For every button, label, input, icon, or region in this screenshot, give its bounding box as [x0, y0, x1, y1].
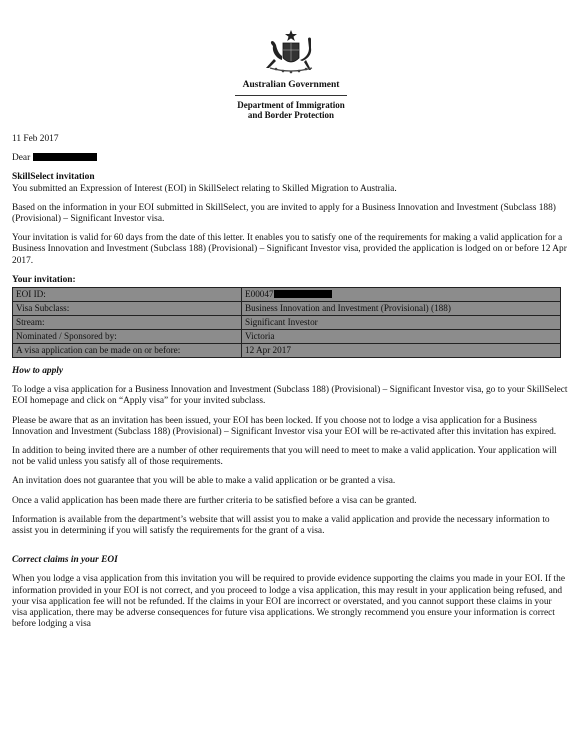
row-value	[242, 288, 561, 302]
letterhead	[0, 28, 582, 120]
row-value: 12 Apr 2017	[242, 344, 561, 358]
table-row	[13, 288, 561, 302]
how-to-apply-heading: How to apply	[12, 366, 64, 377]
invitation-heading: Your invitation:	[12, 274, 76, 285]
salutation: Dear	[12, 153, 31, 164]
correct-claims-heading: Correct claims in your EOI	[12, 555, 118, 566]
letter-date: 11 Feb 2017	[12, 134, 59, 144]
government-name: Australian Government	[242, 80, 340, 90]
how-paragraph-5: Once a valid application has been made there are further criteria to be satisfied before a visa can be granted.	[12, 495, 417, 506]
row-label: Stream:	[13, 316, 242, 330]
paragraph-invited: Based on the information in your EOI submitted in SkillSelect, you are invited to apply for a Business Innovation and Investment (Subclass 188) (Provisional) – Significant Investor visa.	[12, 202, 556, 225]
paragraph-validity: Your invitation is valid for 60 days from the date of this letter. It enables you to satisfy one of the requirements for making a valid application for a Business Innovation and Investment (Subclass 188) (Provisional) – Significant Investor visa, provided the application is lodged on or before 12 Apr 2017.	[12, 233, 567, 266]
how-paragraph-2: Please be aware that as an invitation has been issued, your EOI has been locked. If you choose not to lodge a visa application for a Business Innovation and Investment (Subclass 188) (Provisional) – Significant Investor visa your EOI will be re-activated after this invitation has expired.	[12, 415, 557, 437]
coat-of-arms-icon	[256, 28, 326, 76]
table-row	[13, 330, 561, 344]
how-paragraph-3: In addition to being invited there are a number of other requirements that you will need to meet to make a valid application. Your application will not be valid unless you satisfy all of those requirements.	[12, 446, 557, 468]
redacted-eoi-id	[274, 290, 332, 298]
department-line-2: and Border Protection	[247, 110, 335, 120]
intro-paragraph: You submitted an Expression of Interest (EOI) in SkillSelect relating to Skilled Migration to Australia.	[12, 183, 397, 194]
row-label: A visa application can be made on or before:	[13, 344, 242, 358]
table-row	[13, 344, 561, 358]
table-row	[13, 316, 561, 330]
eoi-id-value: E00047	[245, 289, 274, 300]
row-value: Significant Investor	[242, 316, 561, 330]
redacted-name	[33, 153, 97, 161]
row-value: Victoria	[242, 330, 561, 344]
subject-heading: SkillSelect invitation	[12, 172, 95, 183]
how-paragraph-6: Information is available from the department’s website that will assist you to make a valid application and provide the necessary information to assist you in determining if you will satisfy the requirements for the grant of a visa.	[12, 514, 550, 537]
invitation-table	[12, 287, 561, 358]
letter-body	[12, 134, 568, 638]
row-value: Business Innovation and Investment (Provisional) (188)	[242, 302, 561, 316]
section-spacer	[12, 545, 568, 555]
row-label: Visa Subclass:	[13, 302, 242, 316]
table-row	[13, 302, 561, 316]
salutation-line	[12, 153, 568, 164]
row-label: Nominated / Sponsored by:	[13, 330, 242, 344]
claims-paragraph: When you lodge a visa application from this invitation you will be required to provide evidence supporting the claims you made in your EOI. If the information provided in your EOI is not correct, and you proceed to lodge a visa application, this may result in your application being refused, and your visa application fee will not be refunded. If the claims in your EOI are incorrect or overstated, and you cannot support these claims in your visa application, there may be adverse consequences for future visa applications. We strongly recommend you ensure your information is correct before lodging a visa	[12, 574, 565, 630]
department-line-1: Department of Immigration	[237, 100, 345, 110]
row-label: EOI ID:	[13, 288, 242, 302]
how-paragraph-1: To lodge a visa application for a Business Innovation and Investment (Subclass 188) (Provisional) – Significant Investor visa, go to your SkillSelect EOI homepage and click on “Apply visa” for your invited subclass.	[12, 385, 568, 407]
how-paragraph-4: An invitation does not guarantee that you will be able to make a valid application or be granted a visa.	[12, 476, 396, 487]
header-divider	[235, 95, 347, 96]
